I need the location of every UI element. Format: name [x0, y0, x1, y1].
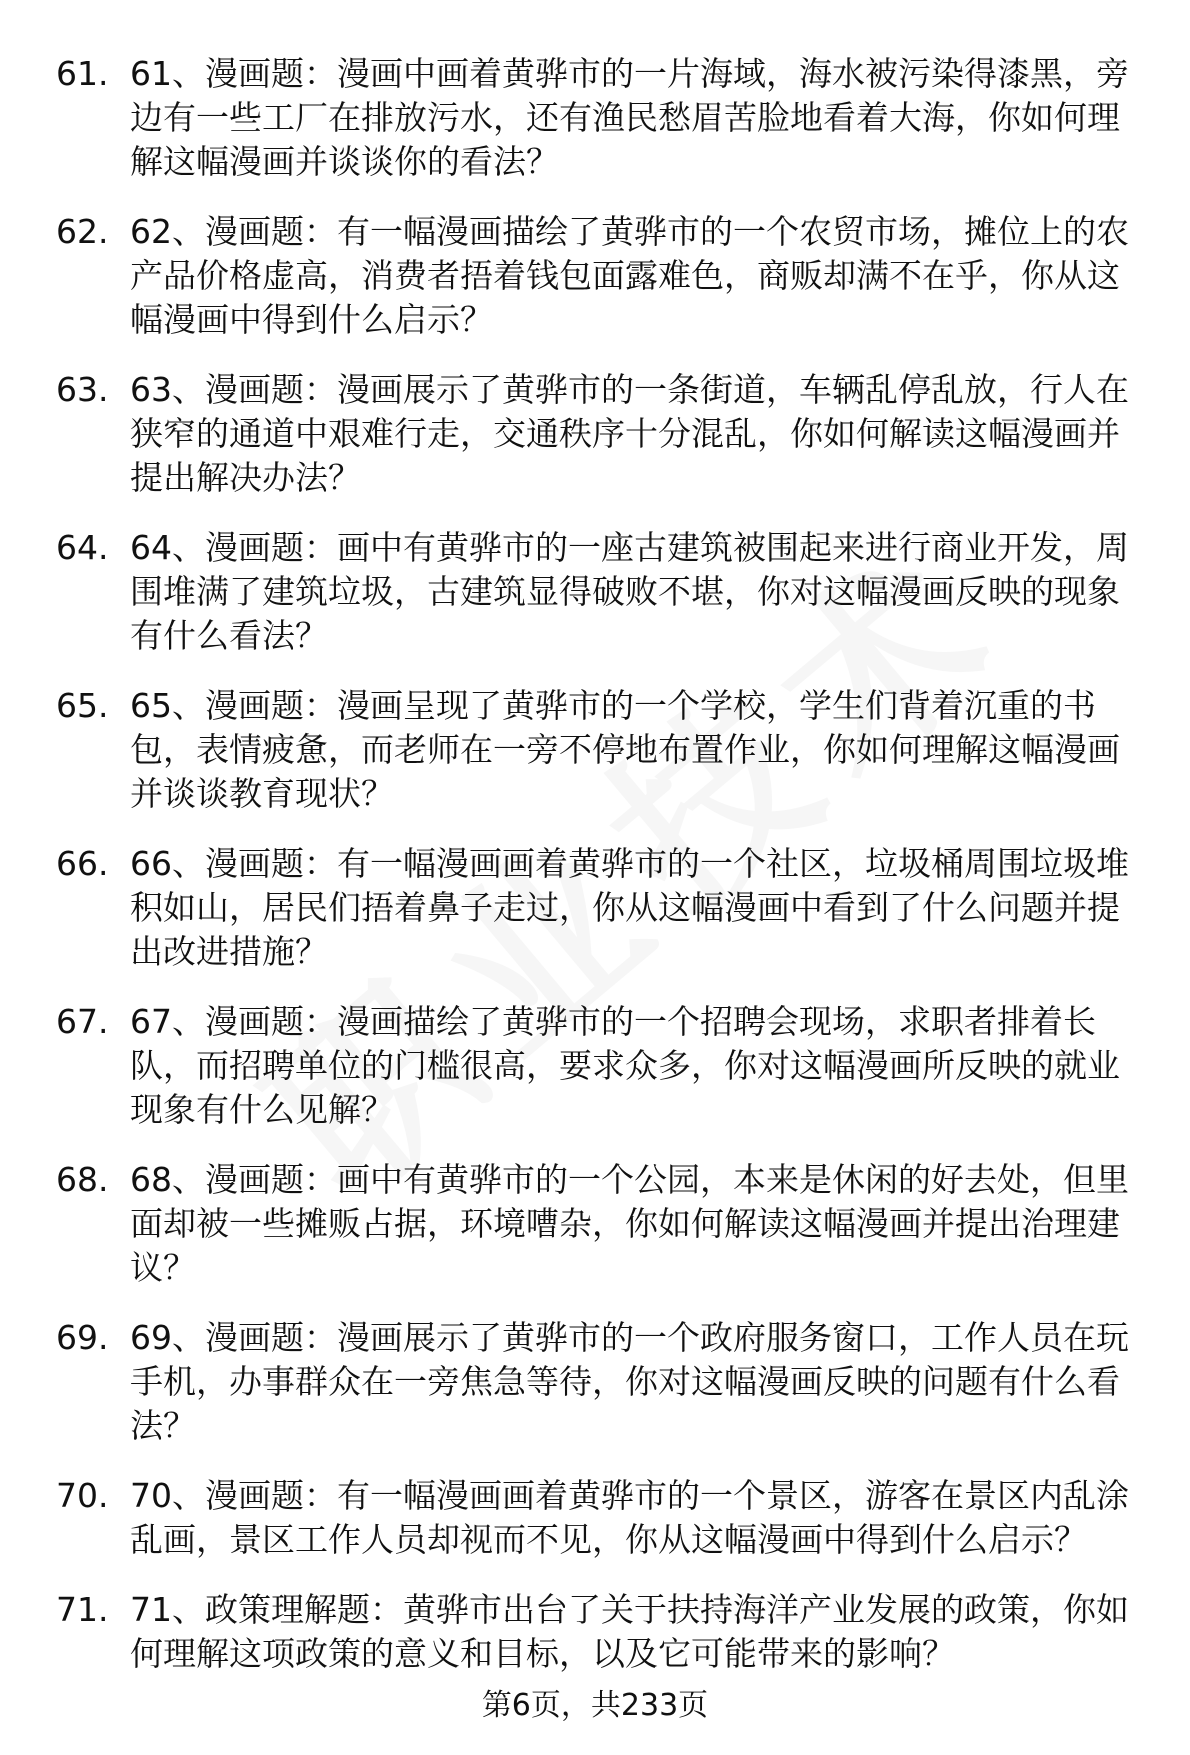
list-item: [56, 526, 1146, 658]
question-number: 64.: [56, 528, 109, 567]
list-item: [56, 684, 1146, 816]
list-item: [56, 1000, 1146, 1132]
question-number: 66.: [56, 844, 109, 883]
question-text: 64、漫画题：画中有黄骅市的一座古建筑被围起来进行商业开发，周围堆满了建筑垃圾，古建筑显得破败不堪，你对这幅漫画反映的现象有什么看法？: [130, 528, 1129, 655]
list-item: [56, 52, 1146, 184]
question-text: 67、漫画题：漫画描绘了黄骅市的一个招聘会现场，求职者排着长队，而招聘单位的门槛很高，要求众多，你对这幅漫画所反映的就业现象有什么见解？: [130, 1002, 1120, 1129]
question-text: 69、漫画题：漫画展示了黄骅市的一个政府服务窗口，工作人员在玩手机，办事群众在一旁焦急等待，你对这幅漫画反映的问题有什么看法？: [130, 1318, 1129, 1445]
list-item: [56, 1588, 1146, 1676]
question-text: 65、漫画题：漫画呈现了黄骅市的一个学校，学生们背着沉重的书包，表情疲惫，而老师在一旁不停地布置作业，你如何理解这幅漫画并谈谈教育现状？: [130, 686, 1120, 813]
question-text: 61、漫画题：漫画中画着黄骅市的一片海域，海水被污染得漆黑，旁边有一些工厂在排放污水，还有渔民愁眉苦脸地看着大海，你如何理解这幅漫画并谈谈你的看法？: [130, 54, 1129, 181]
question-number: 62.: [56, 212, 109, 251]
list-item: [56, 1158, 1146, 1290]
question-number: 70.: [56, 1476, 109, 1515]
question-text: 63、漫画题：漫画展示了黄骅市的一条街道，车辆乱停乱放，行人在狭窄的通道中艰难行走，交通秩序十分混乱，你如何解读这幅漫画并提出解决办法？: [130, 370, 1129, 497]
question-text: 70、漫画题：有一幅漫画画着黄骅市的一个景区，游客在景区内乱涂乱画，景区工作人员却视而不见，你从这幅漫画中得到什么启示？: [130, 1476, 1129, 1559]
question-number: 63.: [56, 370, 109, 409]
list-item: [56, 368, 1146, 500]
question-text: 62、漫画题：有一幅漫画描绘了黄骅市的一个农贸市场，摊位上的农产品价格虚高，消费者捂着钱包面露难色，商贩却满不在乎，你从这幅漫画中得到什么启示？: [130, 212, 1129, 339]
question-text: 68、漫画题：画中有黄骅市的一个公园，本来是休闲的好去处，但里面却被一些摊贩占据，环境嘈杂，你如何解读这幅漫画并提出治理建议？: [130, 1160, 1129, 1287]
list-item: [56, 210, 1146, 342]
question-number: 69.: [56, 1318, 109, 1357]
question-text: 71、政策理解题：黄骅市出台了关于扶持海洋产业发展的政策，你如何理解这项政策的意义和目标，以及它可能带来的影响？: [130, 1590, 1129, 1673]
list-item: [56, 1474, 1146, 1562]
question-number: 65.: [56, 686, 109, 725]
question-list: [56, 52, 1146, 1702]
question-number: 71.: [56, 1590, 109, 1629]
page-number: 第6页，共233页: [481, 1688, 709, 1723]
question-text: 66、漫画题：有一幅漫画画着黄骅市的一个社区，垃圾桶周围垃圾堆积如山，居民们捂着鼻子走过，你从这幅漫画中看到了什么问题并提出改进措施？: [130, 844, 1129, 971]
list-item: [56, 1316, 1146, 1448]
question-number: 61.: [56, 54, 109, 93]
question-number: 68.: [56, 1160, 109, 1199]
page-footer: [0, 1686, 1190, 1726]
list-item: [56, 842, 1146, 974]
question-number: 67.: [56, 1002, 109, 1041]
